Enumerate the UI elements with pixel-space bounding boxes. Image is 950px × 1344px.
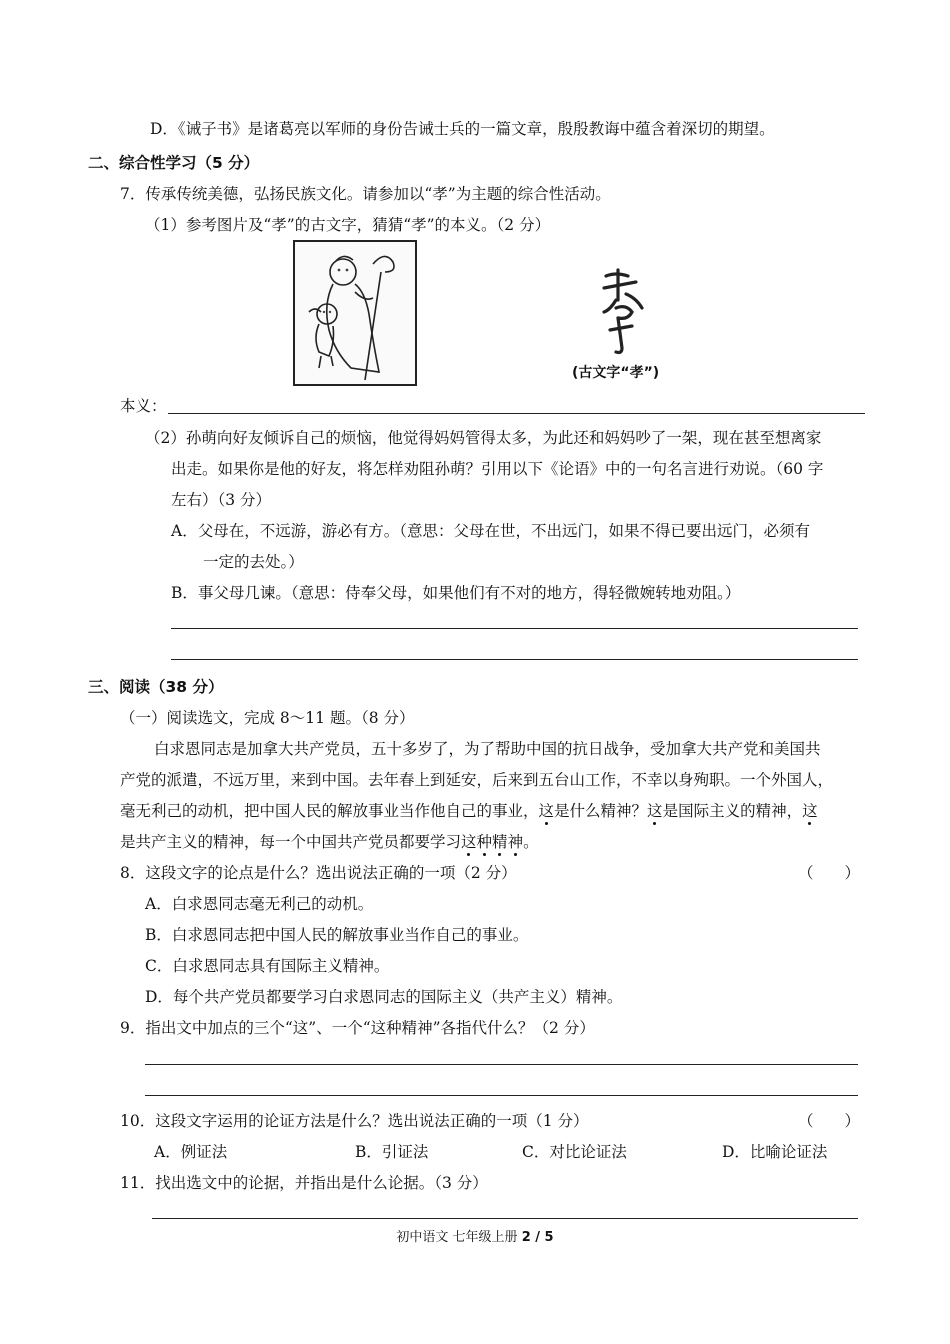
passage-line-2: 产党的派遣，不远万里，来到中国。去年春上到延安，后来到五台山工作，不幸以身殉职。一个外国人， xyxy=(120,771,834,789)
q8-stem: 8．这段文字的论点是什么？选出说法正确的一项（2 分） xyxy=(120,864,517,882)
q10-option-c: C．对比论证法 xyxy=(522,1143,627,1161)
passage-line-3-part-e: 是国际主义的精神， xyxy=(662,802,803,820)
elder-child-drawing xyxy=(295,242,415,384)
passage-line-3 xyxy=(120,800,818,822)
q7-2-option-a-line-2: 一定的去处。） xyxy=(203,553,304,571)
q7-2-option-a-line-1: A．父母在，不远游，游必有方。（意思：父母在世，不出远门，如果不得已要出远门，必须有 xyxy=(171,522,810,540)
q10-option-b: B．引证法 xyxy=(355,1143,429,1161)
q7-2-answer-line-2[interactable] xyxy=(171,659,858,660)
passage-line-3-part-a: 毫无利己的动机，把中国人民的解放事业当作他自己的事业， xyxy=(120,802,539,820)
passage-line-4 xyxy=(120,831,539,853)
section-2-heading: 二、综合性学习（5 分） xyxy=(88,154,260,172)
dotted-zhezhongjingshen xyxy=(461,833,523,851)
seal-script-glyph xyxy=(560,252,700,362)
passage-line-1: 白求恩同志是加拿大共产党员，五十多岁了，为了帮助中国的抗日战争，受加拿大共产党和美国共 xyxy=(154,740,821,758)
q7-stem: 7．传承传统美德，弘扬民族文化。请参加以“孝”为主题的综合性活动。 xyxy=(120,185,611,203)
meaning-label: 本义： xyxy=(120,397,167,415)
glyph-caption: (古文字“孝”) xyxy=(572,365,660,381)
q8-option-c: C．白求恩同志具有国际主义精神。 xyxy=(145,957,390,975)
q8-option-a: A．白求恩同志毫无利己的动机。 xyxy=(145,895,374,913)
dotted-char: 神 xyxy=(507,833,524,851)
q10-stem: 10．这段文字运用的论证方法是什么？选出说法正确的一项（1 分） xyxy=(120,1112,589,1130)
passage-line-3-part-c: 是什么精神？ xyxy=(554,802,648,820)
q6-option-d: D．《诫子书》是诸葛亮以军师的身份告诫士兵的一篇文章，殷殷教诲中蕴含着深切的期望。 xyxy=(150,120,775,138)
footer-text: 初中语文 七年级上册 xyxy=(396,1230,522,1245)
passage-line-4-part-a: 是共产主义的精神，每一个中国共产党员都要学习 xyxy=(120,833,462,851)
dotted-char: 精 xyxy=(492,833,508,851)
q11-answer-line[interactable] xyxy=(152,1218,858,1219)
passage-line-4-part-c: 。 xyxy=(523,833,539,851)
q9-stem: 9．指出文中加点的三个“这”、一个“这种精神”各指代什么？（2 分） xyxy=(120,1019,595,1037)
q8-option-b: B．白求恩同志把中国人民的解放事业当作自己的事业。 xyxy=(145,926,529,944)
q7-2-line-2: 出走。如果你是他的好友，将怎样劝阻孙萌？引用以下《论语》中的一句名言进行劝说。（60 字 xyxy=(171,460,824,478)
q7-2-option-b: B．事父母几谏。（意思：侍奉父母，如果他们有不对的地方，得轻微婉转地劝阻。） xyxy=(171,584,741,602)
dotted-zhe-3: 这 xyxy=(802,802,818,820)
section-3-heading: 三、阅读（38 分） xyxy=(88,678,224,696)
q10-answer-bracket[interactable]: （ ） xyxy=(798,1112,861,1130)
q10-option-a: A．例证法 xyxy=(154,1143,228,1161)
q7-2-line-3: 左右）（3 分） xyxy=(171,491,272,509)
q7-2-line-1: （2）孙萌向好友倾诉自己的烦恼，他觉得妈妈管得太多，为此还和妈妈吵了一架，现在甚至想离家 xyxy=(145,429,822,447)
q11-stem: 11．找出选文中的论据，并指出是什么论据。（3 分） xyxy=(120,1174,488,1192)
q8-answer-bracket[interactable]: （ ） xyxy=(798,864,861,882)
page-footer xyxy=(0,1226,950,1245)
q7-2-answer-line-1[interactable] xyxy=(171,628,858,629)
page-number: 2 / 5 xyxy=(521,1230,554,1245)
meaning-answer-line[interactable] xyxy=(168,413,865,414)
q8-option-d: D．每个共产党员都要学习白求恩同志的国际主义（共产主义）精神。 xyxy=(145,988,623,1006)
dotted-zhe-2: 这 xyxy=(647,802,663,820)
filial-illustration xyxy=(293,240,417,386)
dotted-char: 种 xyxy=(476,833,493,851)
q9-answer-line-1[interactable] xyxy=(145,1064,858,1065)
dotted-char: 这 xyxy=(461,833,477,851)
q10-option-d: D．比喻论证法 xyxy=(722,1143,828,1161)
reading-1-instruction: （一）阅读选文，完成 8～11 题。（8 分） xyxy=(120,709,415,727)
q9-answer-line-2[interactable] xyxy=(145,1095,858,1096)
dotted-zhe-1: 这 xyxy=(538,802,555,820)
q7-1-stem: （1）参考图片及“孝”的古文字，猜猜“孝”的本义。（2 分） xyxy=(145,216,551,234)
